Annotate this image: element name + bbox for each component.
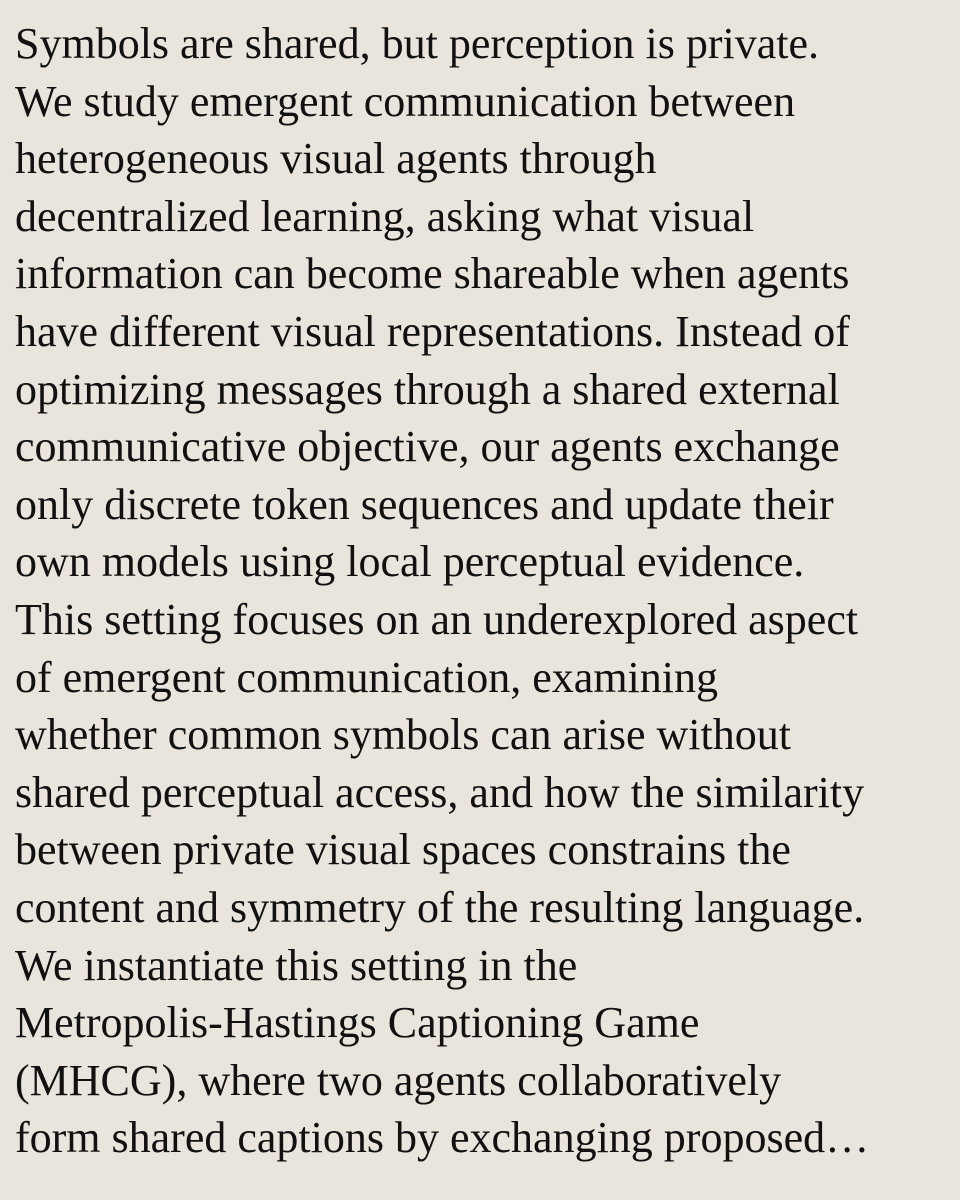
text-line-8: communicative objective, our agents exchange [15,422,840,472]
text-line-13: whether common symbols can arise without [15,710,791,760]
text-line-9: only discrete token sequences and update their [15,479,834,529]
text-line-4: decentralized learning, asking what visual [15,191,755,241]
text-line-1: Symbols are shared, but perception is private. [15,19,820,68]
text-line-17: We instantiate this setting in the [15,940,578,990]
text-line-14: shared perceptual access, and how the similarity [15,767,865,817]
text-line-19: (MHCG), where two agents collaboratively [15,1055,782,1105]
text-line-5: information can become shareable when agents [15,249,850,299]
text-line-20: form shared captions by exchanging proposed… [15,1113,870,1163]
text-line-18: Metropolis-Hastings Captioning Game [15,998,700,1048]
text-line-11: This setting focuses on an underexplored aspect [15,594,859,644]
abstract-text [15,15,955,1167]
text-line-2: We study emergent communication between [15,76,796,126]
text-line-3: heterogeneous visual agents through [15,134,657,184]
text-line-12: of emergent communication, examining [15,652,718,702]
text-line-6: have different visual representations. Instead of [15,306,850,356]
text-line-16: content and symmetry of the resulting language. [15,882,865,932]
text-line-15: between private visual spaces constrains the [15,825,791,875]
text-line-10: own models using local perceptual evidence. [15,537,805,587]
text-line-7: optimizing messages through a shared external [15,364,840,414]
